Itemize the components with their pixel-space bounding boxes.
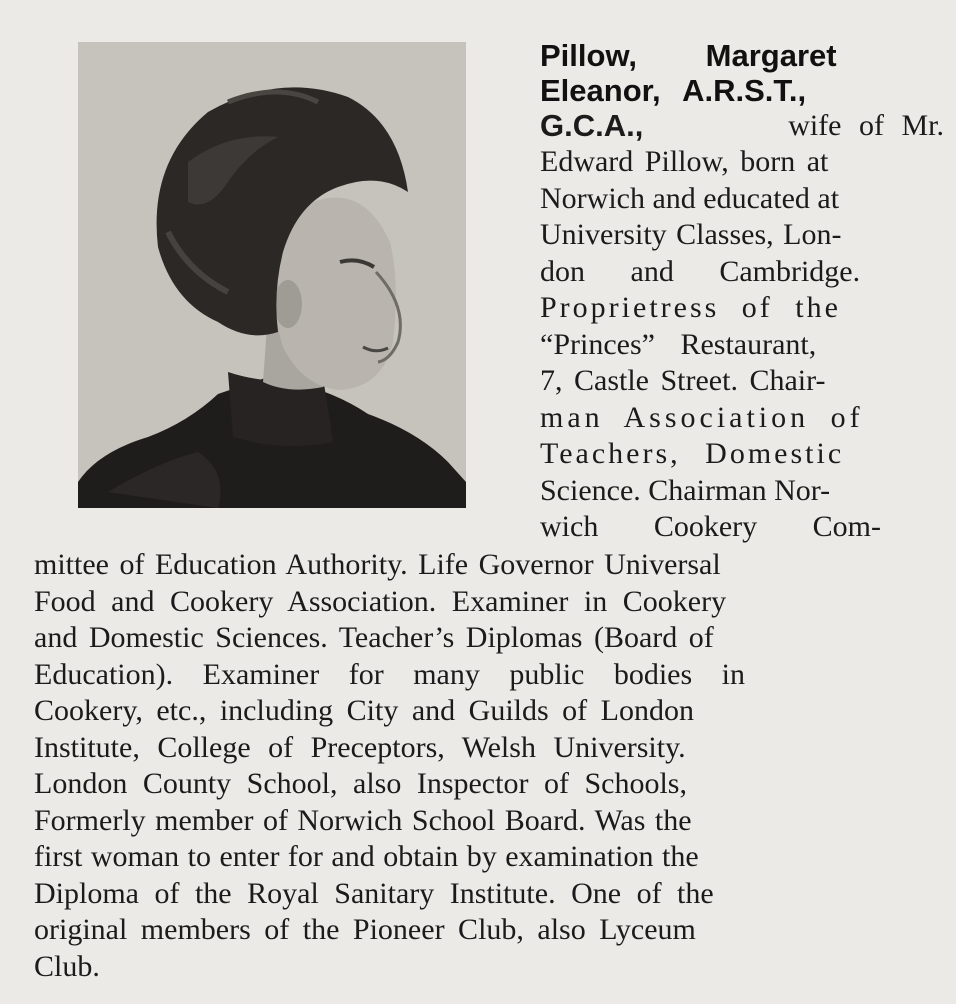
side-line (540, 327, 944, 364)
side-line-text: man Association of (540, 400, 864, 434)
body-line-text: Diploma of the Royal Sanitary Institute. One of the (34, 876, 714, 910)
entry-name-heading (540, 38, 944, 108)
body-line-text: mittee of Education Authority. Life Governor Universal (34, 548, 721, 581)
body-line (34, 620, 944, 657)
body-line (34, 912, 944, 949)
side-line (540, 144, 944, 181)
entry-body-text (34, 547, 944, 985)
side-line-text: “Princes” Restaurant, (540, 327, 817, 361)
side-line (540, 436, 944, 473)
side-line (540, 473, 944, 510)
body-line (34, 803, 944, 840)
side-line-text: Edward Pillow, born at (540, 145, 829, 178)
gca-line (540, 108, 944, 144)
body-line (34, 766, 944, 803)
body-line-text: Institute, College of Preceptors, Welsh University. (34, 730, 686, 764)
portrait-photo (78, 42, 466, 508)
entry-sidebar-text (540, 38, 944, 546)
side-line-text: 7, Castle Street. Chair- (540, 364, 826, 397)
side-line (540, 400, 944, 437)
body-line-text: first woman to enter for and obtain by examination the (34, 840, 699, 873)
body-line (34, 730, 944, 767)
side-line (540, 181, 944, 218)
gca-qualification: G.C.A., (540, 108, 644, 143)
body-line (34, 949, 944, 986)
side-line-text: Proprietress of the (540, 291, 841, 324)
side-line-text: University Classes, Lon- (540, 218, 842, 251)
side-line (540, 217, 944, 254)
side-line-text: Teachers, Domestic (540, 437, 845, 470)
body-line-text: and Domestic Sciences. Teacher’s Diplomas (Board of (34, 621, 714, 654)
body-line (34, 547, 944, 584)
body-line (34, 839, 944, 876)
body-line (34, 657, 944, 694)
body-line-text: original members of the Pioneer Club, also Lyceum (34, 913, 696, 946)
side-line (540, 509, 944, 546)
side-line (540, 254, 944, 291)
body-line-text: Cookery, etc., including City and Guilds of London (34, 694, 694, 727)
body-line-text: Education). Examiner for many public bodies in (34, 657, 746, 691)
body-line (34, 693, 944, 730)
side-line-text: don and Cambridge. (540, 254, 861, 288)
body-line-text: Food and Cookery Association. Examiner in Cookery (34, 584, 727, 618)
name-line-1-text: Pillow, Margaret (540, 38, 837, 73)
side-line-text: wich Cookery Com- (540, 510, 881, 543)
side-line-text: Norwich and educated at (540, 181, 840, 215)
body-line-text: Formerly member of Norwich School Board. Was the (34, 803, 692, 837)
name-line-2-text: Eleanor, A.R.S.T., (540, 73, 807, 108)
side-line (540, 290, 944, 327)
body-line (34, 584, 944, 621)
body-line (34, 876, 944, 913)
name-line-1 (540, 38, 944, 73)
side-line (540, 363, 944, 400)
body-line-text: Club. (34, 949, 100, 983)
gca-line-rest: wife of Mr. (788, 109, 944, 142)
side-line-text: Science. Chairman Nor- (540, 473, 831, 507)
name-line-2 (540, 73, 944, 108)
body-line-text: London County School, also Inspector of Schools, (34, 767, 687, 800)
